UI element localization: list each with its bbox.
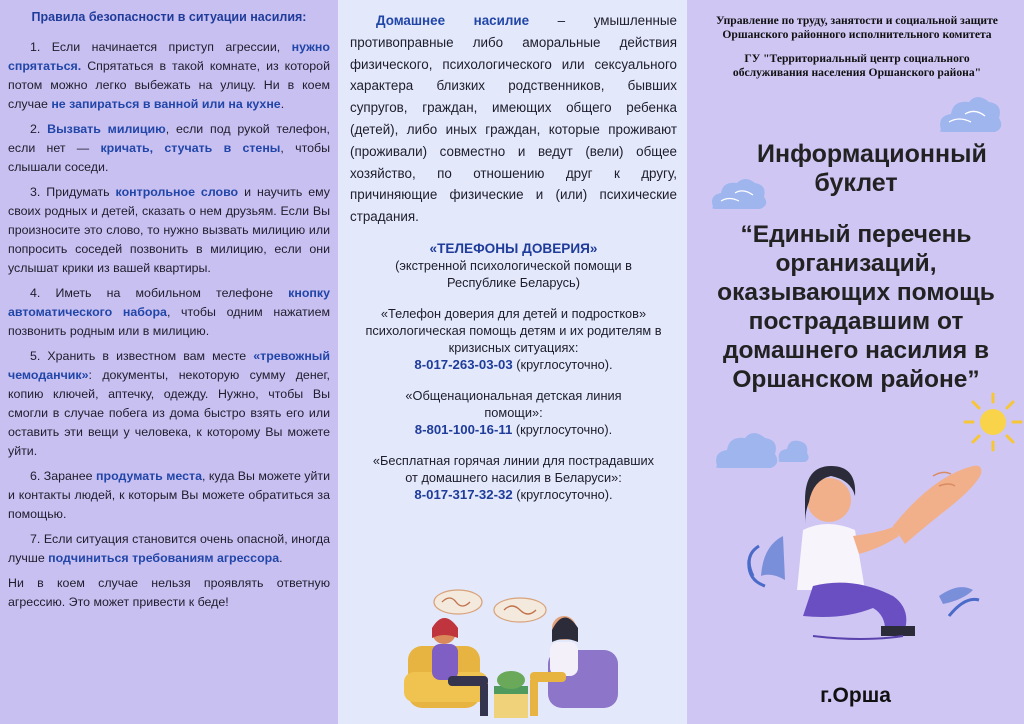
- conversation-illustration: [398, 588, 628, 724]
- rule-6: 6. Заранее продумать места, куда Вы можете уйти и контакты людей, к которым Вы можете обратиться за помощью.: [8, 469, 331, 521]
- definition-paragraph: [350, 10, 677, 228]
- rule-3: 3. Придумать контрольное слово и научить ему своих родных и детей, сказать о нем друзьям. Если Вы произносите это слово, то нужно вызвать милицию или попросить соседей позвонить в милицию, если они услышат крики из вашей квартиры.: [8, 185, 330, 275]
- hotline-phone[interactable]: 8-017-317-32-32: [414, 486, 513, 502]
- hotline-name: «Телефон доверия для детей и подростков» психологическая помощь детям и их родителям в кризисных ситуациях:: [365, 305, 662, 355]
- closing-warning: Ни в коем случае нельзя проявлять ответную агрессию. Это может привести к беде!: [8, 576, 330, 609]
- booklet-subtitle: “Единый перечень организаций, оказывающих помощь пострадавшим от домашнего насилия в Оршанском районе”: [717, 221, 995, 393]
- term: Домашнее насилие: [376, 13, 530, 28]
- helping-hand-illustration: [743, 426, 983, 666]
- hotline-name: «Бесплатная горячая линии для пострадавших от домашнего насилия в Беларуси»:: [372, 452, 655, 485]
- hotline-children: «Телефон доверия для детей и подростков» психологическая помощь детям и их родителям в кризисных ситуациях: 8-017-263-03-03 (круглосуточно).: [350, 305, 677, 373]
- hotline-name: «Общенациональная детская линия помощи»:: [405, 387, 622, 420]
- rule-7: 7. Если ситуация становится очень опасной, иногда лучше подчиниться требованиям агрессора.: [8, 532, 330, 565]
- org-department: Управление по труду, занятости и социальной защите Оршанского районного исполнительного комитета: [716, 14, 998, 41]
- rule-2: 2. Вызвать милицию, если под рукой телефон, если нет — кричать, стучать в стены, чтобы слышали соседи.: [8, 122, 331, 174]
- hotlines-panel: [338, 0, 687, 724]
- rule-1: 1. Если начинается приступ агрессии, нужно спрятаться. Спрятаться в такой комнате, из которой потом можно легко выбежать на улицу. Ни в коем случае не запираться в ванной или на кухне.: [8, 40, 330, 111]
- safety-rules-panel: [0, 0, 338, 724]
- city-name: г.Орша: [820, 684, 891, 707]
- definition-text: – умышленные противоправные либо аморальные действия физического, психологического или сексуального характера близких родственников, бывших супругов, граждан, имеющих общего ребенка (детей), либо иных граждан, которые проживают (проживали) совместно и ведут (вели) общее хозяйство, по отношению друг к другу, причиняющие физические и (или) психические страдания.: [350, 13, 677, 225]
- rule-4: 4. Иметь на мобильном телефоне кнопку автоматического набора, чтобы одним нажатием позвонить родным или в милицию.: [8, 286, 331, 338]
- hotlines-subtitle: (экстренной психологической помощи в Республике Беларусь): [395, 257, 632, 290]
- cloud-icon: [935, 92, 1005, 138]
- hotlines-title: «ТЕЛЕФОНЫ ДОВЕРИЯ»: [429, 240, 598, 256]
- hotline-national: «Общенациональная детская линия помощи»: 8-801-100-16-11 (круглосуточно).: [350, 387, 677, 438]
- hotline-domestic-violence: «Бесплатная горячая линии для пострадавших от домашнего насилия в Беларуси»: 8-017-317-32-32 (круглосуточно).: [372, 452, 655, 502]
- rule-5: 5. Хранить в известном вам месте «тревожный чемоданчик»: документы, некоторую сумму денег, копию ключей, аптечку, одежду. Нужно, чтобы Вы смогли в случае побега из дома быстро взять его или оставить эти вещи у человека, к которому Вы можете уйти.: [8, 349, 330, 458]
- hotline-phone[interactable]: 8-017-263-03-03: [414, 356, 513, 372]
- cover-panel: [687, 0, 1024, 724]
- hotline-phone[interactable]: 8-801-100-16-11: [414, 421, 513, 437]
- safety-rules-heading: Правила безопасности в ситуации насилия:: [31, 10, 307, 24]
- cloud-icon: [709, 175, 771, 215]
- booklet-title: Информационный буклет: [757, 140, 987, 197]
- org-center: ГУ "Территориальный центр социального обслуживания населения Оршанского района": [732, 52, 982, 79]
